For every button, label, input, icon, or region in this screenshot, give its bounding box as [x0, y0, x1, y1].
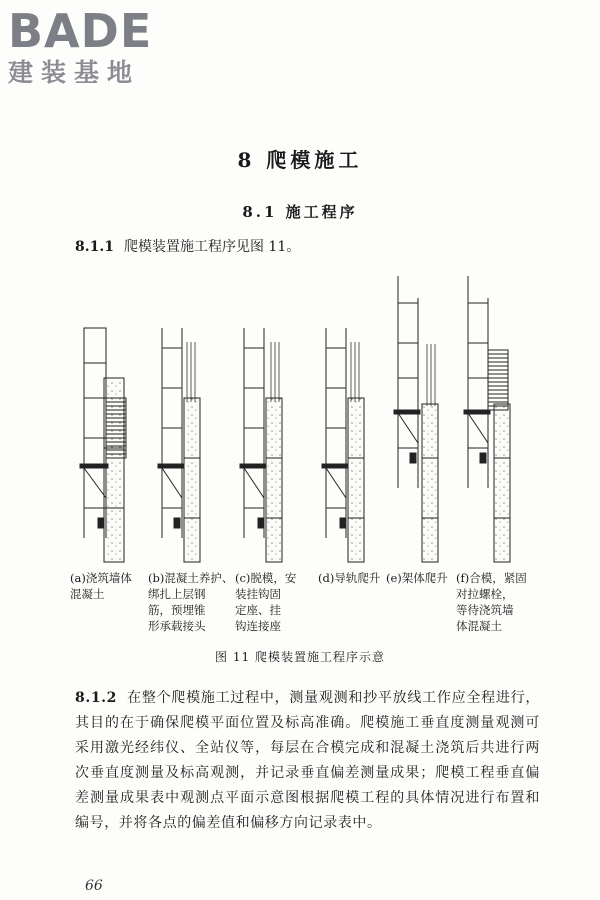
subcaption-line: 对拉螺栓，	[456, 587, 514, 601]
subcaption-b	[148, 570, 233, 634]
subcaption-line: (e)架体爬升	[386, 571, 448, 585]
subcaption-line: (f)合模，紧固	[456, 571, 527, 585]
subcaption-line: (b)混凝土养护、	[148, 571, 234, 585]
clause-8-1-1	[75, 236, 300, 256]
figure-subcaptions	[70, 570, 540, 640]
subcaption-line: 装挂钩固	[235, 587, 281, 601]
subcaption-e	[386, 570, 448, 586]
subcaption-a	[70, 570, 132, 602]
stage-e-diagram	[394, 276, 438, 562]
subcaption-c	[235, 570, 296, 634]
subcaption-d	[318, 570, 380, 586]
subcaption-line: 混凝土	[70, 587, 105, 601]
subcaption-line: (c)脱模，安	[235, 571, 297, 585]
subcaption-line: 体混凝土	[456, 619, 502, 633]
stage-a-diagram	[80, 328, 126, 562]
subcaption-f	[456, 570, 527, 634]
clause-text: 爬模装置施工程序见图 11。	[123, 239, 301, 255]
stage-b-diagram	[158, 328, 200, 562]
clause-number: 8.1.1	[75, 239, 114, 255]
logo-subtitle: 建装基地	[8, 58, 141, 87]
subcaption-line: (a)浇筑墙体	[70, 571, 132, 585]
clause-number: 8.1.2	[75, 690, 117, 706]
chapter-title: 8 爬模施工	[237, 148, 363, 172]
subcaption-line: 定座、挂	[235, 603, 281, 617]
brand-logo	[8, 6, 178, 88]
logo-text: BADE	[8, 4, 153, 58]
subcaption-line: 等待浇筑墙	[456, 603, 514, 617]
subcaption-line: 筋，预埋锥	[148, 603, 206, 617]
subcaption-line: 形承载接头	[148, 619, 206, 633]
stage-d-diagram	[322, 328, 364, 562]
page-number: 66	[85, 878, 103, 894]
clause-8-1-2	[75, 686, 540, 836]
climbing-formwork-figure	[70, 268, 540, 568]
stage-c-diagram	[240, 328, 282, 562]
section-title: 8.1 施工程序	[242, 203, 358, 221]
stage-f-diagram	[464, 276, 510, 562]
subcaption-line: 钩连接座	[235, 619, 281, 633]
clause-text: 在整个爬模施工过程中，测量观测和抄平放线工作应全程进行，其目的在于确保爬模平面位置及标高准确。爬模施工垂直度测量观测可采用激光经纬仪、全站仪等，每层在合模完成和混凝土浇筑后共进行两次垂直度测量及标高观测，并记录垂直偏差测量成果；爬模工程垂直偏差测量成果表中观测点平面示意图根据爬模工程的具体情况进行布置和编号，并将各点的偏差值和偏移方向记录表中。	[75, 690, 540, 831]
figure-caption: 图 11 爬模装置施工程序示意	[215, 650, 385, 664]
subcaption-line: (d)导轨爬升	[318, 571, 381, 585]
subcaption-line: 绑扎上层钢	[148, 587, 206, 601]
